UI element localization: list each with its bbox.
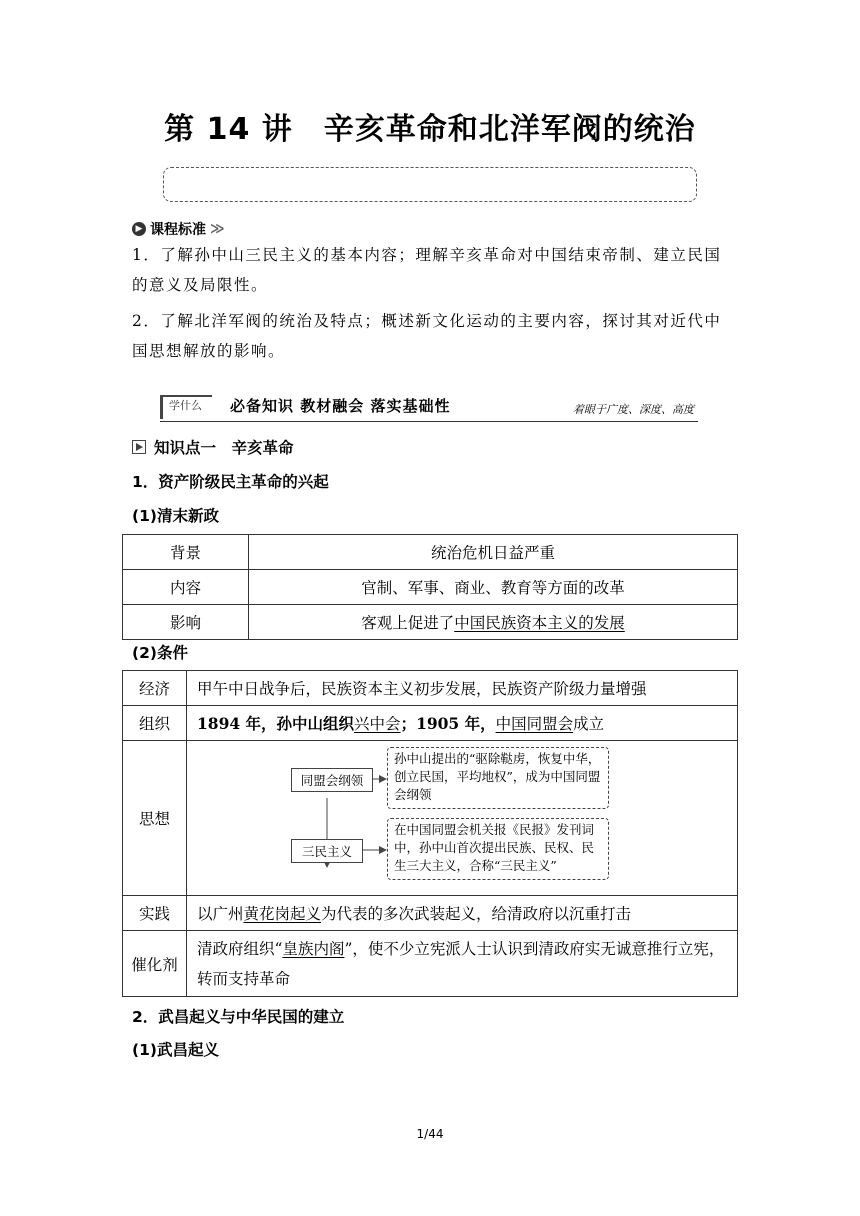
heading-1-2: (2)条件 [132, 644, 188, 662]
underlined-term: 兴中会 [354, 715, 401, 733]
table-new-policy [122, 534, 738, 640]
table-key: 内容 [123, 570, 249, 605]
play-square-icon [132, 440, 146, 454]
table-value: 甲午中日战争后，民族资本主义初步发展，民族资产阶级力量增强 [187, 671, 738, 706]
table-value [187, 931, 738, 997]
page-title: 第 14 讲 辛亥革命和北洋军阀的统治 [164, 112, 696, 147]
note-three-principles: 在中国同盟会机关报《民报》发刊词中，孙中山首次提出民族、民权、民生三大主义，合称“三民主义” [387, 818, 609, 880]
text: 客观上促进了 [361, 614, 455, 632]
thought-diagram [187, 742, 737, 895]
underlined-term: 中国同盟会 [495, 715, 574, 733]
standards-tag [132, 219, 225, 239]
play-circle-icon: ▶ [132, 222, 146, 236]
table-row [123, 570, 738, 605]
underlined-term: 皇族内阁 [282, 939, 345, 958]
table-conditions [122, 670, 738, 997]
heading-2: 2．武昌起义与中华民国的建立 [132, 1008, 345, 1026]
text: 为代表的多次武装起义，给清政府以沉重打击 [321, 905, 632, 923]
underlined-term: 黄花岗起义 [243, 905, 322, 923]
table-key: 思想 [123, 741, 187, 896]
table-value [249, 605, 738, 640]
node-three-principles: 三民主义 [291, 839, 363, 863]
table-key: 实践 [123, 896, 187, 931]
standard-item-1: 1．了解孙中山三民主义的基本内容；理解辛亥革命对中国结束帝制、建立民国的意义及局限性。 [132, 246, 722, 294]
banner-subtitle: 着眼于广度、深度、高度 [573, 403, 694, 416]
table-value [187, 896, 738, 931]
double-chevron-icon: ≫ [210, 221, 225, 237]
node-alliance-program: 同盟会纲领 [291, 768, 373, 792]
underlined-term: 中国民族资本主义的发展 [454, 614, 625, 632]
table-key: 组织 [123, 706, 187, 741]
text: ”，使不少立宪派人士认识到清政府实无诚意推行立宪，转而支持革命 [197, 939, 725, 988]
text: ；1905 年， [400, 714, 496, 733]
heading-1-1: (1)清末新政 [132, 507, 219, 525]
banner-title: 必备知识 教材融会 落实基础性 [230, 397, 451, 415]
table-key: 背景 [123, 535, 249, 570]
table-key: 经济 [123, 671, 187, 706]
table-key: 影响 [123, 605, 249, 640]
section-banner [160, 395, 698, 422]
table-row [123, 671, 738, 706]
heading-2-1: (1)武昌起义 [132, 1041, 219, 1059]
heading-1: 1．资产阶级民主革命的兴起 [132, 473, 329, 491]
standards-label: 课程标准 [150, 222, 206, 238]
table-row [123, 896, 738, 931]
table-key: 催化剂 [123, 931, 187, 997]
knowledge-point-heading [132, 436, 294, 458]
text: 1894 年，孙中山组织 [197, 714, 355, 733]
table-value: 官制、军事、商业、教育等方面的改革 [249, 570, 738, 605]
table-value [187, 741, 738, 896]
table-row [123, 605, 738, 640]
table-row [123, 931, 738, 997]
text: 以广州 [197, 905, 244, 923]
table-value: 统治危机日益严重 [249, 535, 738, 570]
page-number: 1/44 [416, 1127, 444, 1141]
text: 清政府组织“ [197, 939, 283, 958]
table-value [187, 706, 738, 741]
standard-item-2: 2．了解北洋军阀的统治及特点；概述新文化运动的主要内容，探讨其对近代中国思想解放的影响。 [132, 312, 722, 360]
note-alliance-program: 孙中山提出的“驱除鞑虏，恢复中华，创立民国，平均地权”，成为中国同盟会纲领 [387, 747, 609, 809]
knowledge-point-label: 知识点一 辛亥革命 [154, 439, 294, 457]
table-row [123, 741, 738, 896]
notes-box [163, 167, 697, 202]
text: 成立 [573, 715, 605, 733]
table-row [123, 535, 738, 570]
banner-logo: 学什么 [160, 395, 212, 419]
table-row [123, 706, 738, 741]
